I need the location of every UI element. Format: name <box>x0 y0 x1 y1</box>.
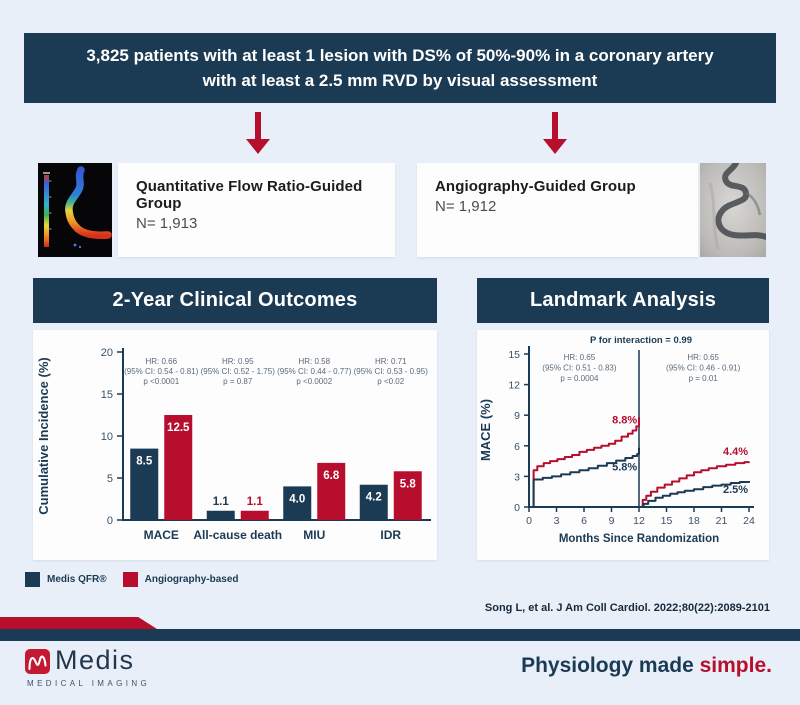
svg-text:12: 12 <box>633 515 645 527</box>
legend-item-qfr <box>25 572 107 587</box>
angio-group-n: N= 1,912 <box>435 198 497 215</box>
qfr-swatch-icon <box>25 572 40 587</box>
svg-text:p = 0.87: p = 0.87 <box>223 377 253 386</box>
angiogram-art <box>700 163 766 257</box>
landmark-panel-title: Landmark Analysis <box>529 289 717 311</box>
qfr-group-n: N= 1,913 <box>136 215 198 232</box>
outcomes-panel-title: 2-Year Clinical Outcomes <box>112 289 358 311</box>
arrow-stem <box>255 112 261 139</box>
svg-text:IDR: IDR <box>380 528 402 542</box>
svg-text:10: 10 <box>100 431 113 443</box>
svg-text:8.8%: 8.8% <box>612 414 638 427</box>
citation-text: Song L, et al. J Am Coll Cardiol. 2022;80(22):2089-2101 <box>484 602 770 614</box>
svg-text:Months Since Randomization: Months Since Randomization <box>558 533 720 545</box>
qfr-vessel-image <box>38 163 112 257</box>
svg-text:(95% CI: 0.51 - 0.83): (95% CI: 0.51 - 0.83) <box>542 363 617 373</box>
angiogram-image <box>700 163 766 257</box>
tagline <box>521 654 772 678</box>
outcomes-panel-header <box>33 278 437 323</box>
arrow-down-left-icon <box>246 112 270 154</box>
svg-text:HR: 0.71: HR: 0.71 <box>374 357 407 366</box>
svg-text:5.8: 5.8 <box>399 478 416 491</box>
footer-navy-bar <box>0 629 800 641</box>
svg-text:6.8: 6.8 <box>323 469 340 482</box>
svg-text:p = 0.01: p = 0.01 <box>688 374 718 383</box>
svg-text:15: 15 <box>508 349 520 361</box>
svg-text:(95% CI: 0.54 - 0.81): (95% CI: 0.54 - 0.81) <box>124 367 199 376</box>
svg-text:12.5: 12.5 <box>167 422 190 434</box>
svg-text:HR: 0.65: HR: 0.65 <box>563 353 596 362</box>
banner-line-2: with at least a 2.5 mm RVD by visual assessment <box>202 71 598 90</box>
svg-text:12: 12 <box>508 379 520 392</box>
svg-text:All-cause death: All-cause death <box>193 528 283 542</box>
svg-text:21: 21 <box>715 515 728 527</box>
svg-text:6: 6 <box>581 515 587 527</box>
inclusion-criteria-banner <box>24 33 776 103</box>
landmark-line-chart <box>477 330 769 560</box>
medis-waveform-icon <box>25 649 50 674</box>
svg-text:MACE (%): MACE (%) <box>478 398 493 462</box>
outcomes-panel-body <box>33 330 437 560</box>
svg-text:2.5%: 2.5% <box>723 484 749 497</box>
tagline-accent: simple. <box>699 654 772 677</box>
arrow-down-right-icon <box>543 112 567 154</box>
outcomes-bar-chart <box>33 330 437 560</box>
legend-label-qfr: Medis QFR® <box>47 574 107 585</box>
svg-text:HR: 0.65: HR: 0.65 <box>687 353 719 362</box>
svg-text:p <0.0001: p <0.0001 <box>143 377 180 386</box>
chart-legend <box>25 572 239 587</box>
qfr-vessel-art <box>38 163 112 257</box>
svg-text:9: 9 <box>608 515 615 527</box>
svg-text:1.1: 1.1 <box>246 495 263 508</box>
svg-text:(95% CI: 0.53 - 0.95): (95% CI: 0.53 - 0.95) <box>353 367 428 376</box>
svg-text:MIU: MIU <box>303 528 326 542</box>
landmark-panel-header <box>477 278 769 323</box>
svg-text:0: 0 <box>106 515 113 527</box>
svg-text:8.5: 8.5 <box>136 455 153 468</box>
angio-group-title: Angiography-Guided Group <box>435 178 636 195</box>
banner-line-1: 3,825 patients with at least 1 lesion with DS% of 50%-90% in a coronary artery <box>86 46 714 65</box>
qfr-group-title: Quantitative Flow Ratio-Guided Group <box>136 178 363 212</box>
svg-text:MACE: MACE <box>143 528 179 542</box>
svg-text:p <0.02: p <0.02 <box>377 377 405 386</box>
svg-text:4.2: 4.2 <box>365 491 382 504</box>
svg-text:HR: 0.66: HR: 0.66 <box>145 357 178 366</box>
svg-text:(95% CI: 0.52 - 1.75): (95% CI: 0.52 - 1.75) <box>200 367 275 376</box>
medis-logo-icon <box>25 649 50 674</box>
svg-text:(95% CI: 0.44 - 0.77): (95% CI: 0.44 - 0.77) <box>277 367 352 376</box>
svg-text:6: 6 <box>514 440 520 453</box>
svg-text:HR: 0.95: HR: 0.95 <box>221 357 254 366</box>
svg-text:5: 5 <box>106 473 113 485</box>
svg-text:18: 18 <box>688 515 700 527</box>
svg-text:24: 24 <box>743 515 755 527</box>
legend-label-angio: Angiography-based <box>144 574 239 585</box>
medis-brand-name: Medis <box>55 645 135 675</box>
svg-text:0: 0 <box>526 515 532 527</box>
svg-text:HR: 0.58: HR: 0.58 <box>298 357 331 366</box>
qfr-group-card <box>118 163 395 257</box>
svg-text:15: 15 <box>100 389 113 401</box>
medis-brand-subtitle: MEDICAL IMAGING <box>27 679 151 688</box>
svg-text:(95% CI: 0.46 - 0.91): (95% CI: 0.46 - 0.91) <box>666 363 741 373</box>
svg-text:1.1: 1.1 <box>212 495 229 508</box>
svg-text:20: 20 <box>100 347 113 359</box>
svg-text:15: 15 <box>660 515 673 527</box>
svg-text:0: 0 <box>514 502 520 514</box>
svg-text:P for interaction = 0.99: P for interaction = 0.99 <box>590 335 692 346</box>
svg-text:4.0: 4.0 <box>289 493 306 506</box>
landmark-panel-body <box>477 330 769 560</box>
angio-swatch-icon <box>123 572 138 587</box>
svg-text:4.4%: 4.4% <box>723 445 749 458</box>
angio-group-card <box>417 163 698 257</box>
svg-text:9: 9 <box>514 410 520 423</box>
svg-text:p <0.0002: p <0.0002 <box>296 377 333 386</box>
svg-text:5.8%: 5.8% <box>612 461 638 474</box>
svg-text:3: 3 <box>514 471 520 484</box>
footer-red-stripe <box>0 617 157 629</box>
arrow-head <box>543 139 567 154</box>
arrow-head <box>246 139 270 154</box>
svg-text:Cumulative Incidence (%): Cumulative Incidence (%) <box>36 357 51 515</box>
arrow-stem <box>552 112 558 139</box>
legend-item-angio <box>123 572 239 587</box>
tagline-prefix: Physiology made <box>521 654 700 677</box>
svg-text:p = 0.0004: p = 0.0004 <box>560 374 599 383</box>
svg-text:3: 3 <box>553 515 560 527</box>
